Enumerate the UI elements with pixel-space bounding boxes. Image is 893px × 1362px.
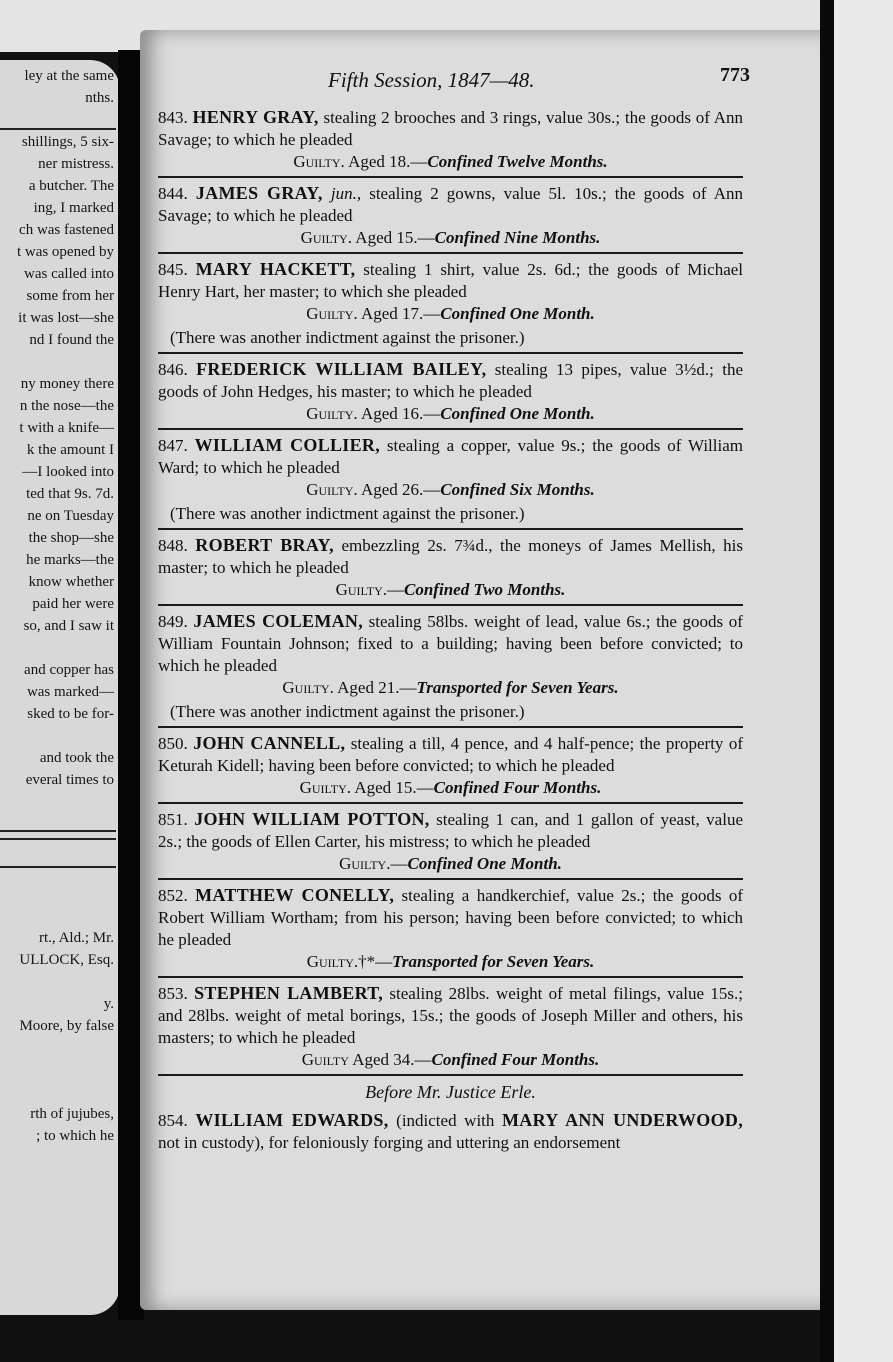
left-page [0, 60, 120, 1315]
left-page-line: ne on Tuesday [27, 508, 114, 524]
verdict-line [158, 479, 743, 501]
left-page-line: was marked— [26, 684, 114, 700]
left-page-line: the shop—she [28, 530, 114, 546]
left-page-line: k the amount I [26, 442, 114, 458]
defendant-name: JAMES GRAY, [195, 183, 323, 203]
defendant-name: JAMES COLEMAN, [193, 611, 364, 631]
left-page-line: some from her [26, 288, 114, 304]
case-entry [158, 728, 743, 804]
defendant-name: WILLIAM COLLIER, [194, 435, 381, 455]
sentence: Confined Four Months. [433, 778, 602, 797]
left-page-line: t with a knife— [19, 420, 114, 436]
verdict-line [158, 303, 743, 325]
case-text [158, 982, 743, 1049]
age: Aged 16.— [357, 404, 441, 423]
case-entry [158, 430, 743, 530]
left-page-line: y. [103, 996, 114, 1012]
left-page-line: he marks—the [26, 552, 114, 568]
case-number: 848. [158, 536, 196, 555]
charge-text: not in custody), for feloniously forging and uttering an endorsement [158, 1133, 621, 1152]
verdict-line [158, 227, 743, 249]
left-page-rule [0, 866, 116, 868]
left-page-line: ULLOCK, Esq. [19, 952, 114, 968]
left-page-rule [0, 838, 116, 840]
charge-text: stealing 13 pipes, value 3½d.; the goods of John Hedges, his master; to which he pleaded [158, 360, 743, 401]
case-entry [158, 102, 743, 178]
left-page-line: ner mistress. [38, 156, 114, 172]
case-number: 850. [158, 734, 194, 753]
left-page-line: a butcher. The [28, 178, 114, 194]
charge-text: (indicted with [388, 1111, 503, 1130]
verdict: Guilty. [300, 228, 352, 247]
case-number: 846. [158, 360, 197, 379]
verdict-line [158, 777, 743, 799]
charge-text: stealing 2 brooches and 3 rings, value 30s.; the goods of Ann Savage; to which he pleaded [158, 108, 744, 149]
case-text [158, 884, 743, 951]
case-text [158, 534, 743, 579]
case-entry [158, 178, 743, 254]
left-page-line: rt., Ald.; Mr. [38, 930, 114, 946]
charge-text: stealing a handkerchief, value 2s.; the goods of Robert William Wortham; from his person; having been before convicted; to which he pleaded [158, 886, 744, 949]
case-entry [158, 880, 743, 978]
left-page-line: everal times to [25, 772, 114, 788]
left-page-line: ch was fastened [19, 222, 114, 238]
left-page-line: was called into [24, 266, 114, 282]
case-text [158, 182, 743, 227]
case-text [158, 732, 743, 777]
verdict: Guilty.— [339, 854, 408, 873]
left-page-line: ley at the same [24, 68, 114, 84]
left-page-line: t was opened by [16, 244, 114, 260]
charge-text: stealing a copper, value 9s.; the goods of William Ward; to which he pleaded [158, 436, 743, 477]
age: Aged 34.— [348, 1050, 432, 1069]
case-number: 853. [158, 984, 195, 1003]
verdict-line [158, 677, 743, 699]
age: Aged 15.— [351, 778, 434, 797]
case-number: 849. [158, 612, 194, 631]
verdict: Guilty.†*— [306, 952, 393, 971]
sentence: Confined Two Months. [404, 580, 566, 599]
left-page-line: —I looked into [22, 464, 114, 480]
left-page-rule [0, 830, 116, 832]
case-text [158, 106, 743, 151]
verdict: Guilty [301, 1050, 349, 1069]
codefendant-name: MARY ANN UNDERWOOD, [502, 1110, 743, 1130]
verdict-line [158, 403, 743, 425]
page-number: 773 [720, 64, 750, 86]
defendant-name: JOHN WILLIAM POTTON, [194, 809, 430, 829]
left-page-line: so, and I saw it [23, 618, 114, 634]
left-page-line: shillings, 5 six- [21, 134, 114, 150]
charge-text: stealing 1 shirt, value 2s. 6d.; the goods of Michael Henry Hart, her master; to which she pleaded [158, 260, 744, 301]
left-page-rule [0, 128, 116, 130]
charge-text: stealing 58lbs. weight of lead, value 6s.; the goods of William Fountain Johnson; fixed to a building; having been before convicted; to which he pleaded [158, 612, 743, 675]
age: Aged 18.— [344, 152, 428, 171]
sentence: Confined One Month. [407, 854, 562, 873]
sentence: Confined One Month. [440, 404, 595, 423]
verdict-line [158, 579, 743, 601]
name-suffix: jun., [322, 184, 362, 203]
left-page-line: and took the [39, 750, 114, 766]
page-header [160, 62, 750, 98]
left-page-line: ing, I marked [33, 200, 114, 216]
defendant-name: STEPHEN LAMBERT, [194, 983, 384, 1003]
sentence: Confined Nine Months. [434, 228, 601, 247]
charge-text: stealing 28lbs. weight of metal filings, value 15s.; and 28lbs. weight of metal borings, 15s.; the goods of Joseph Miller and others, his masters; to which he pleaded [158, 984, 743, 1047]
case-number: 845. [158, 260, 196, 279]
age: Aged 17.— [357, 304, 441, 323]
age: Aged 21.— [333, 678, 417, 697]
case-entry [158, 254, 743, 354]
sentence: Confined Twelve Months. [427, 152, 608, 171]
verdict-line [158, 951, 743, 973]
left-page-line: sked to be for- [27, 706, 114, 722]
charge-text: stealing a till, 4 pence, and 4 half-pence; the property of Keturah Kidell; having been before convicted; to which he pleaded [158, 734, 744, 775]
case-list [158, 102, 743, 1157]
case-entry [158, 1105, 743, 1157]
age: Aged 15.— [351, 228, 435, 247]
left-page-line: ny money there [20, 376, 114, 392]
case-entry [158, 530, 743, 606]
verdict-line [158, 151, 743, 173]
case-text [158, 258, 743, 303]
left-page-line: n the nose—the [19, 398, 114, 414]
left-page-line: ted that 9s. 7d. [26, 486, 114, 502]
sentence: Confined Six Months. [440, 480, 595, 499]
defendant-name: FREDERICK WILLIAM BAILEY, [196, 359, 487, 379]
sentence: Transported for Seven Years. [416, 678, 619, 697]
defendant-name: JOHN CANNELL, [193, 733, 346, 753]
verdict: Guilty. [306, 404, 358, 423]
case-number: 843. [158, 108, 193, 127]
case-text [158, 358, 743, 403]
right-edge [820, 0, 893, 1362]
charge-text: stealing 2 gowns, value 5l. 10s.; the goods of Ann Savage; to which he pleaded [158, 184, 744, 225]
case-note: (There was another indictment against the prisoner.) [170, 504, 525, 523]
verdict: Guilty. [306, 480, 358, 499]
case-number: 844. [158, 184, 196, 203]
defendant-name: MARY HACKETT, [195, 259, 356, 279]
case-entry [158, 978, 743, 1076]
case-text [158, 1109, 743, 1154]
running-title: Fifth Session, 1847—48. [328, 68, 535, 92]
case-note: (There was another indictment against the prisoner.) [170, 328, 525, 347]
left-page-line: and copper has [24, 662, 114, 678]
verdict-line [158, 853, 743, 875]
case-entry [158, 606, 743, 728]
case-text [158, 610, 743, 677]
verdict: Guilty. [306, 304, 358, 323]
left-page-line: it was lost—she [18, 310, 114, 326]
verdict: Guilty.— [335, 580, 405, 599]
case-entry [158, 804, 743, 880]
sentence: Confined Four Months. [431, 1050, 600, 1069]
left-page-line: know whether [28, 574, 114, 590]
case-number: 851. [158, 810, 195, 829]
court-heading: Before Mr. Justice Erle. [365, 1082, 536, 1102]
sentence: Confined One Month. [440, 304, 595, 323]
age: Aged 26.— [357, 480, 441, 499]
left-page-line: rth of jujubes, [30, 1106, 114, 1122]
sentence: Transported for Seven Years. [392, 952, 595, 971]
defendant-name: MATTHEW CONELLY, [195, 885, 395, 905]
case-number: 854. [158, 1111, 196, 1130]
left-page-line: ; to which he [36, 1128, 114, 1144]
charge-text: embezzling 2s. 7¾d., the moneys of James Mellish, his master; to which he pleaded [158, 536, 744, 577]
case-note: (There was another indictment against the prisoner.) [170, 702, 525, 721]
defendant-name: ROBERT BRAY, [195, 535, 334, 555]
case-text [158, 808, 743, 853]
defendant-name: WILLIAM EDWARDS, [195, 1110, 389, 1130]
left-page-line: nths. [85, 90, 114, 106]
case-text [158, 434, 743, 479]
defendant-name: HENRY GRAY, [192, 107, 319, 127]
left-page-line: paid her were [32, 596, 114, 612]
verdict-line [158, 1049, 743, 1071]
verdict: Guilty. [282, 678, 334, 697]
left-page-line: Moore, by false [19, 1018, 114, 1034]
case-number: 852. [158, 886, 196, 905]
case-number: 847. [158, 436, 195, 455]
charge-text: stealing 1 can, and 1 gallon of yeast, value 2s.; the goods of Ellen Carter, his mistress; to which he pleaded [158, 810, 743, 851]
left-page-line: nd I found the [29, 332, 114, 348]
verdict: Guilty. [293, 152, 345, 171]
case-entry [158, 354, 743, 430]
verdict: Guilty. [299, 778, 352, 797]
